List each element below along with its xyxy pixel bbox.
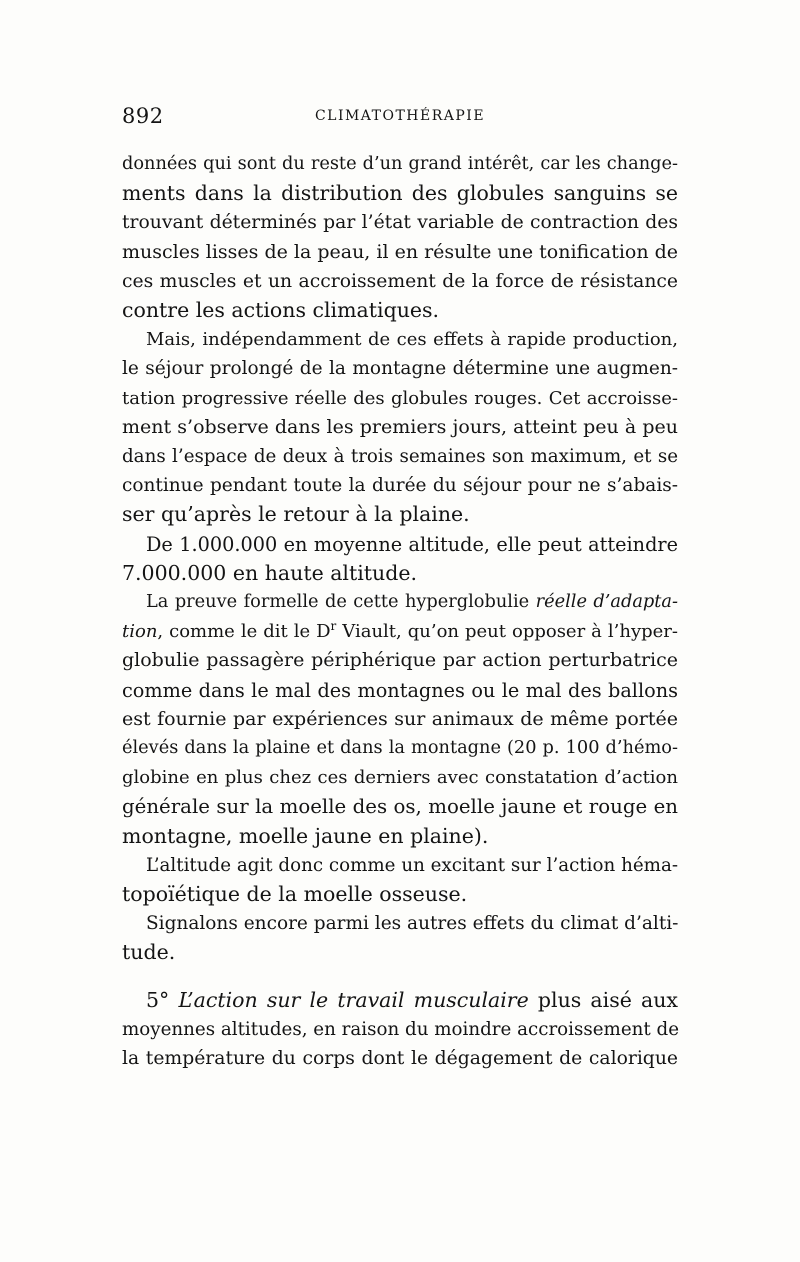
paragraph-5 xyxy=(122,851,678,909)
text-line: De 1.000.000 en moyenne altitude, elle peut atteindre xyxy=(146,532,678,556)
page-header xyxy=(122,104,678,134)
text-line: est fournie par expériences sur animaux de même portée xyxy=(122,707,678,730)
paragraph-2 xyxy=(122,325,678,529)
text-line: globine en plus chez ces derniers avec constatation d’action xyxy=(122,767,678,789)
text-line: moyennes altitudes, en raison du moindre accroissement de xyxy=(122,1018,680,1040)
superscript: r xyxy=(330,619,337,634)
text-line: muscles lisses de la peau, il en résulte une tonification de xyxy=(122,240,679,263)
text-line: 7.000.000 en haute altitude. xyxy=(122,560,417,585)
text-line: Mais, indépendamment de ces effets à rapide production, xyxy=(146,329,678,351)
paragraph-3 xyxy=(122,530,678,588)
text-line: tude. xyxy=(122,940,176,965)
text-line: topoïétique de la moelle osseuse. xyxy=(122,882,468,907)
text-line: globulie passagère périphérique par action perturbatrice xyxy=(122,649,678,672)
text-run: La preuve formelle de cette hyperglobulie xyxy=(146,592,536,613)
text-line: ments dans la distribution des globules sanguins se xyxy=(122,181,678,206)
text-line: montagne, moelle jaune en plaine). xyxy=(122,823,489,848)
text-line xyxy=(122,617,678,646)
text-line: Signalons encore parmi les autres effets du climat d’alti- xyxy=(146,913,679,935)
text-line: le séjour prolongé de la montagne détermine une augmen- xyxy=(122,358,678,380)
text-line: trouvant déterminés par l’état variable de contraction des xyxy=(122,212,678,234)
text-line: dans l’espace de deux à trois semaines son maximum, et se xyxy=(122,446,678,468)
text-line: données qui sont du reste d’un grand intérêt, car les change- xyxy=(122,154,678,174)
running-title: CLIMATOTHÉRAPIE xyxy=(314,108,486,124)
italic-run: tion xyxy=(122,621,158,643)
text-line: L’altitude agit donc comme un excitant sur l’action héma- xyxy=(146,854,678,876)
italic-run: réelle d’adapta- xyxy=(535,592,679,613)
body-text xyxy=(122,150,678,1073)
text-run: Viault, qu’on peut opposer à l’hyper- xyxy=(336,621,678,643)
italic-run: L’action sur le travail musculaire xyxy=(178,987,529,1012)
paragraph-1 xyxy=(122,150,678,325)
text-line xyxy=(122,986,678,1015)
page-number: 892 xyxy=(122,104,164,128)
text-line: générale sur la moelle des os, moelle jaune et rouge en xyxy=(122,795,678,819)
paragraph-4 xyxy=(122,588,678,851)
text-line: ser qu’après le retour à la plaine. xyxy=(122,502,470,527)
text-line: la température du corps dont le dégagement de calorique xyxy=(122,1048,678,1070)
text-line: ces muscles et un accroissement de la force de résistance xyxy=(122,270,678,292)
text-run: plus aisé aux xyxy=(528,987,678,1012)
paragraph-6 xyxy=(122,909,678,967)
text-line: continue pendant toute la durée du séjour pour ne s’abais- xyxy=(122,475,678,497)
text-line: élevés dans la plaine et dans la montagne (20 p. 100 d’hémo- xyxy=(122,738,678,759)
text-line: ment s’observe dans les premiers jours, atteint peu à peu xyxy=(122,415,678,438)
paragraph-7 xyxy=(122,986,678,1074)
text-line: comme dans le mal des montagnes ou le mal des ballons xyxy=(122,678,678,702)
text-run: , comme le dit le D xyxy=(157,621,331,643)
text-line xyxy=(122,588,678,617)
text-line: contre les actions climatiques. xyxy=(122,298,440,323)
text-line: tation progressive réelle des globules rouges. Cet accroisse- xyxy=(122,387,678,409)
section-number: 5° xyxy=(146,987,170,1012)
